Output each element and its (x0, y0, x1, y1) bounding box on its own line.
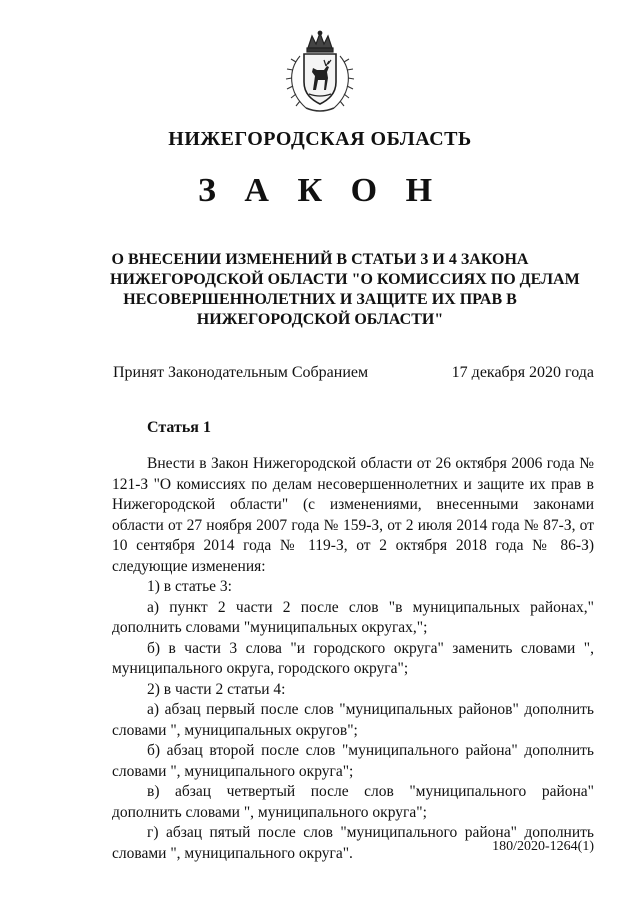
article-paragraph: 1) в статье 3: (147, 578, 232, 595)
article-body (112, 454, 594, 864)
article-paragraph: в) абзац четвертый после слов "муниципального района" дополнить словами ", муниципального округа"; (112, 783, 594, 821)
adoption-date: 17 декабря 2020 года (451, 364, 594, 381)
article-paragraph: Внести в Закон Нижегородской области от 26 октября 2006 года № 121-З "О комиссиях по делам несовершеннолетних и защите их прав в Нижегородской области" (с изменениями, внесенными законами области от 27 ноября 2007 года № 159-З, от 2 июля 2014 года № 87-З, от 10 сентября 2014 года № 119-З, от 2 октября 2018 года № 86-З) следующие изменения: (112, 455, 594, 575)
document-type: З А К О Н (197, 172, 443, 209)
law-title-line: НИЖЕГОРОДСКОЙ ОБЛАСТИ" (196, 311, 444, 328)
law-title (110, 250, 580, 330)
law-title-line: О ВНЕСЕНИИ ИЗМЕНЕНИЙ В СТАТЬИ 3 И 4 ЗАКОНА (111, 251, 529, 268)
law-title-line: НЕСОВЕРШЕННОЛЕТНИХ И ЗАЩИТЕ ИХ ПРАВ В (123, 291, 517, 308)
article-paragraph: а) абзац первый после слов "муниципальных районов" дополнить словами ", муниципальных округов"; (112, 701, 594, 739)
region-name: НИЖЕГОРОДСКАЯ ОБЛАСТЬ (168, 128, 472, 150)
article-paragraph: г) абзац пятый после слов "муниципального района" дополнить словами ", муниципального округа". (112, 824, 594, 862)
article-paragraph: а) пункт 2 части 2 после слов "в муниципальных районах," дополнить словами "муниципальных округах,"; (112, 598, 594, 636)
coat-of-arms-icon (282, 30, 358, 116)
document-number: 180/2020-1264(1) (492, 839, 594, 854)
article-paragraph: б) в части 3 слова "и городского округа" заменить словами ", муниципального округа, городского округа"; (112, 639, 594, 677)
article-title: Статья 1 (147, 419, 211, 436)
adopted-by: Принят Законодательным Собранием (113, 364, 369, 381)
article-paragraph: б) абзац второй после слов "муниципального района" дополнить словами ", муниципального округа"; (112, 742, 594, 780)
law-title-line: НИЖЕГОРОДСКОЙ ОБЛАСТИ "О КОМИССИЯХ ПО ДЕЛАМ (110, 271, 580, 288)
article-paragraph: 2) в части 2 статьи 4: (147, 680, 286, 698)
